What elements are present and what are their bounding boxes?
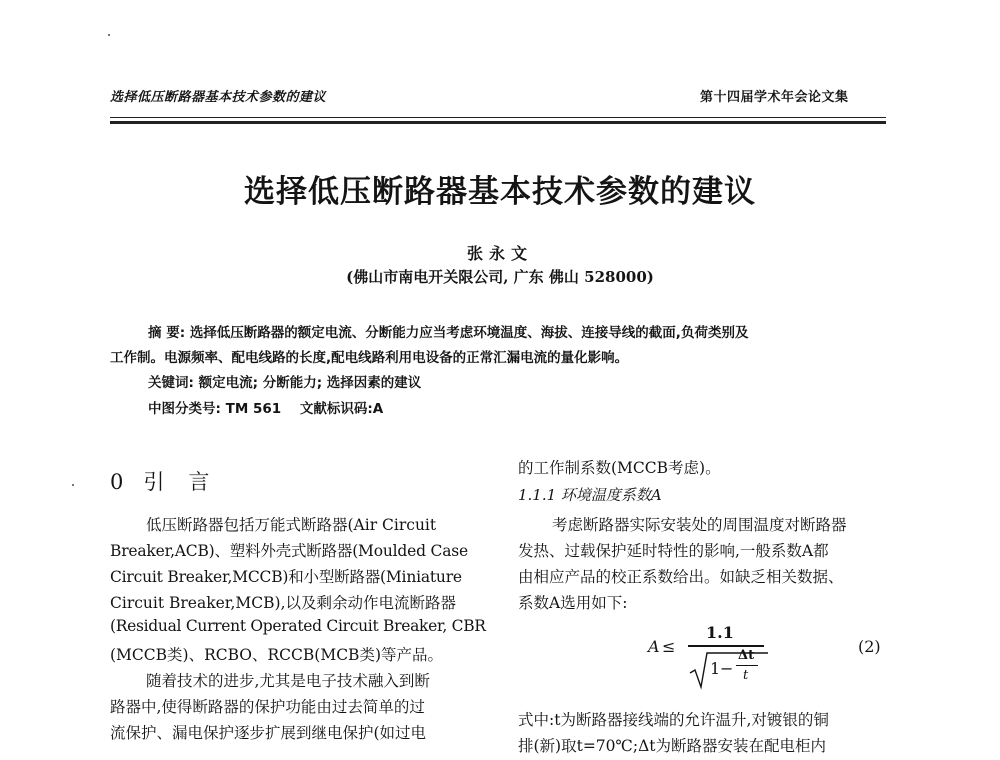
- section-title-char: 言: [188, 470, 212, 494]
- keywords-line: [148, 371, 421, 391]
- running-header-left: 选择低压断路器基本技术参数的建议: [110, 90, 327, 105]
- right-column-line: 考虑断路器实际安装处的周围温度对断路器: [552, 516, 847, 534]
- left-column-line: Breaker,ACB)、塑料外壳式断路器(Moulded Case: [110, 542, 468, 560]
- scan-speck: [108, 34, 110, 36]
- subsection-heading: 1.1.1 环境温度系数A: [518, 486, 662, 504]
- radicand-delta-t: Δt: [738, 648, 755, 663]
- left-column-line: Circuit Breaker,MCB),以及剩余动作电流断路器: [110, 594, 457, 612]
- equation-tag: (2): [858, 637, 881, 656]
- scan-speck: [72, 484, 74, 486]
- clc-value: TM 561: [225, 401, 282, 417]
- abstract-line-1: [148, 321, 748, 341]
- author-name: 张永文: [466, 244, 533, 263]
- section-heading-introduction: [110, 466, 211, 496]
- header-rule-thick: [110, 121, 886, 124]
- radicand-one: 1: [710, 659, 721, 678]
- abstract-label: 摘 要:: [148, 325, 186, 341]
- equation-numerator: 1.1: [706, 623, 734, 642]
- doc-code-value: A: [372, 401, 384, 417]
- section-number: 0: [110, 470, 126, 494]
- left-column-line: Circuit Breaker,MCCB)和小型断路器(Miniature: [110, 568, 462, 586]
- right-column-line: 的工作制系数(MCCB考虑)。: [518, 459, 721, 477]
- right-column-line: 系数A选用如下:: [518, 594, 628, 612]
- paper-title: 选择低压断路器基本技术参数的建议: [244, 174, 756, 210]
- left-column-line: (MCCB类)、RCBO、RCCB(MCB类)等产品。: [110, 646, 443, 664]
- left-column-line: 随着技术的进步,尤其是电子技术融入到断: [146, 672, 430, 690]
- equation-lhs: A: [648, 637, 660, 656]
- keywords-value: 额定电流; 分断能力; 选择因素的建议: [198, 375, 422, 391]
- section-title-char: 引: [143, 470, 167, 494]
- left-column-line: 路器中,使得断路器的保护功能由过去简单的过: [110, 698, 425, 716]
- header-rule-thin: [110, 117, 886, 118]
- equation-relation: ≤: [662, 637, 676, 656]
- author-affiliation: (佛山市南电开关限公司, 广东 佛山 528000): [346, 268, 654, 286]
- clc-label: 中图分类号:: [148, 401, 221, 417]
- radicand-t: t: [743, 668, 749, 683]
- left-column-line: 流保护、漏电保护逐步扩展到继电保护(如过电: [110, 724, 427, 742]
- right-column-line: 发热、过载保护延时特性的影响,一般系数A都: [518, 542, 829, 560]
- classification-line: [148, 397, 383, 417]
- abstract-line-2: 工作制。电源频率、配电线路的长度,配电线路利用电设备的正常汇漏电流的量化影响。: [110, 350, 629, 366]
- doc-code-label: 文献标识码:: [299, 401, 373, 417]
- abstract-text-1: 选择低压断路器的额定电流、分断能力应当考虑环境温度、海拔、连接导线的截面,负荷类别及: [189, 325, 749, 341]
- left-column-line: (Residual Current Operated Circuit Breaker, CBR: [110, 617, 486, 635]
- left-column-line: 低压断路器包括万能式断路器(Air Circuit: [146, 516, 437, 534]
- running-header-right: 第十四届学术年会论文集: [700, 90, 849, 105]
- inner-fraction-bar: [736, 665, 758, 666]
- right-column-line: 由相应产品的校正系数给出。如缺乏相关数据、: [518, 568, 844, 586]
- radicand-minus: −: [720, 659, 734, 678]
- right-column-line: 排(新)取t=70℃;Δt为断路器安装在配电柜内: [518, 737, 827, 755]
- right-column-line: 式中:t为断路器接线端的允许温升,对镀银的铜: [518, 711, 829, 729]
- keywords-label: 关键词:: [148, 375, 194, 391]
